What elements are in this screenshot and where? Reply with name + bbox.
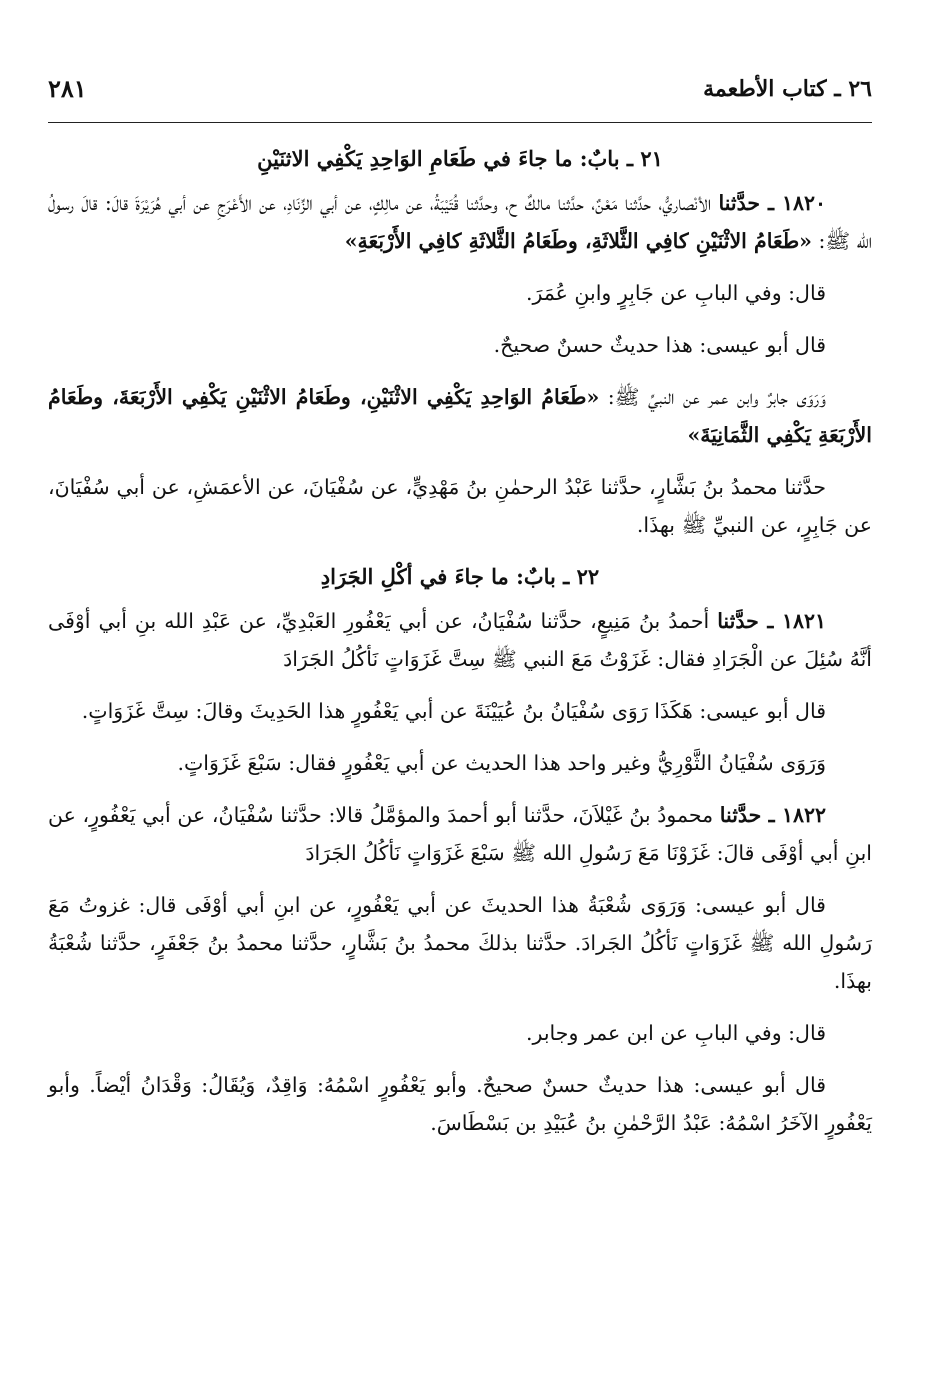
paragraph: وَرَوَى سُفْيَانُ الثَّوْرِيُّ وغير واحد هذا الحديث عن أبي يَعْفُورٍ فقال: سَبْعَ غَزَوَاتٍ. [177,751,826,775]
page-number: ٢٨١ [48,74,87,103]
hadith-number: ١٨٢٢ ـ حدَّثنا [719,803,826,827]
paragraph-text: وَرَوَى جابرٌ وابن عمر عن النبيِّ ﷺ: [599,385,826,409]
hadith-1821 [48,602,872,678]
page-header [48,64,872,123]
page-body [48,136,872,1156]
hadith-text: محمودُ بنُ غَيْلاَنَ، حدَّثنا أبو أحمدَ والمؤمَّلُ قالا: حدَّثنا سُفْيَانُ، عن أبي يَعْفُورٍ، عن ابنِ أبي أوْفَى قالَ: غَزَوْنَا مَعَ رَسُولِ الله ﷺ سَبْعَ غَزَوَاتٍ نَأكُلُ الجَرَادَ [48,803,872,865]
paragraph: قال أبو عيسى: هَكَذَا رَوَى سُفْيَانُ بنُ عُيَيْنَةَ عن أبي يَعْفُورٍ هذا الحَدِيثَ وقالَ: سِتَّ غَزَوَاتٍ. [81,699,826,723]
paragraph [48,378,872,454]
hadith-quote: «طَعَامُ الوَاحِدِ يَكْفِي الاثْنَيْنِ، وطَعَامُ الاثْنَيْنِ يَكْفِي الأَرْبَعَةَ، وطَعَامُ الأَرْبَعَةِ يَكْفِي الثَّمَانِيَةَ» [48,385,872,447]
hadith-text: الأنْصاريُّ، حدَّثنا مَعْنٌ، حدَّثنا مالكٌ ح، وحدَّثنا قُتَيْبَةُ، عن مالِكٍ، عن أبي الزِّنَادِ، عن الأَعْرَجِ عن أبي هُرَيْرَةَ قالَ: قالَ رسولُ الله ﷺ: [48,191,872,253]
hadith-text: أحمدُ بنُ مَنِيعٍ، حدَّثنا سُفْيَانُ، عن أبي يَعْفُورِ العَبْدِيِّ، عن عَبْدِ الله بنِ أبي أوْفَى أنَّهُ سُئِلَ عن الْجَرَادِ فقال: غَزَوْتُ مَعَ النبي ﷺ سِتَّ غَزَوَاتٍ نَأكُلُ الجَرَادَ [48,609,872,671]
hadith-1820 [48,184,872,260]
paragraph: حدَّثنا محمدُ بنُ بَشَّارٍ، حدَّثنا عَبْدُ الرحمٰنِ بنُ مَهْدِيٍّ، عن سُفْيَانَ، عن الأعمَشِ، عن أبي سُفْيَانَ، عن جَابِرٍ، عن النبيِّ ﷺ بهذَا. [48,475,872,537]
hadith-number: ١٨٢١ ـ حدَّثنا [717,609,826,633]
hadith-number: ١٨٢٠ ـ حدَّثنا [718,191,826,215]
paragraph: قال أبو عيسى: هذا حديثٌ حسنٌ صحيحٌ. [493,333,826,357]
paragraph: قال أبو عيسى: هذا حديثٌ حسنٌ صحيحٌ. وأبو يَعْفُورٍ اسْمُهُ: وَاقِدٌ، وَيُقَالُ: وَقْدَانُ أيْضاً. وأبو يَعْفُورٍ الآخَرُ اسْمُهُ: عَبْدُ الرَّحْمٰنِ بنُ عُبَيْدِ بن بَسْطَاسَ. [48,1073,872,1135]
paragraph: قال: وفي البابِ عن ابن عمر وجابر. [526,1021,826,1045]
chapter-title-21: ٢١ ـ بابٌ: ما جاءَ في طَعَامِ الوَاحِدِ يَكْفِي الاثنَيْنِ [257,146,663,171]
hadith-1822 [48,796,872,872]
chapter-title-22: ٢٢ ـ بابٌ: ما جاءَ في أكْلِ الجَرَادِ [320,564,600,589]
running-title: ٢٦ ـ كتاب الأطعمة [703,76,872,102]
paragraph: قال أبو عيسى: وَرَوَى شُعْبَةُ هذا الحديثَ عن أبي يَعْفُورٍ، عن ابنِ أبي أوْفَى قال: غزوتُ مَعَ رَسُولِ الله ﷺ غَزَوَاتٍ نَأكُلُ الجَرادَ. حدَّثنا بذلكَ محمدُ بنُ بَشَّارٍ، حدَّثنا محمدُ بنُ جَعْفَرٍ، حدَّثنا شُعْبَةُ بهذَا. [48,893,872,993]
hadith-quote: «طَعَامُ الاثْنَيْنِ كافِي الثَّلاثَةِ، وطَعَامُ الثَّلاثَةِ كافِي الأَرْبَعَةِ» [344,229,812,253]
paragraph: قال: وفي البابِ عن جَابِرٍ وابنِ عُمَرَ. [526,281,826,305]
